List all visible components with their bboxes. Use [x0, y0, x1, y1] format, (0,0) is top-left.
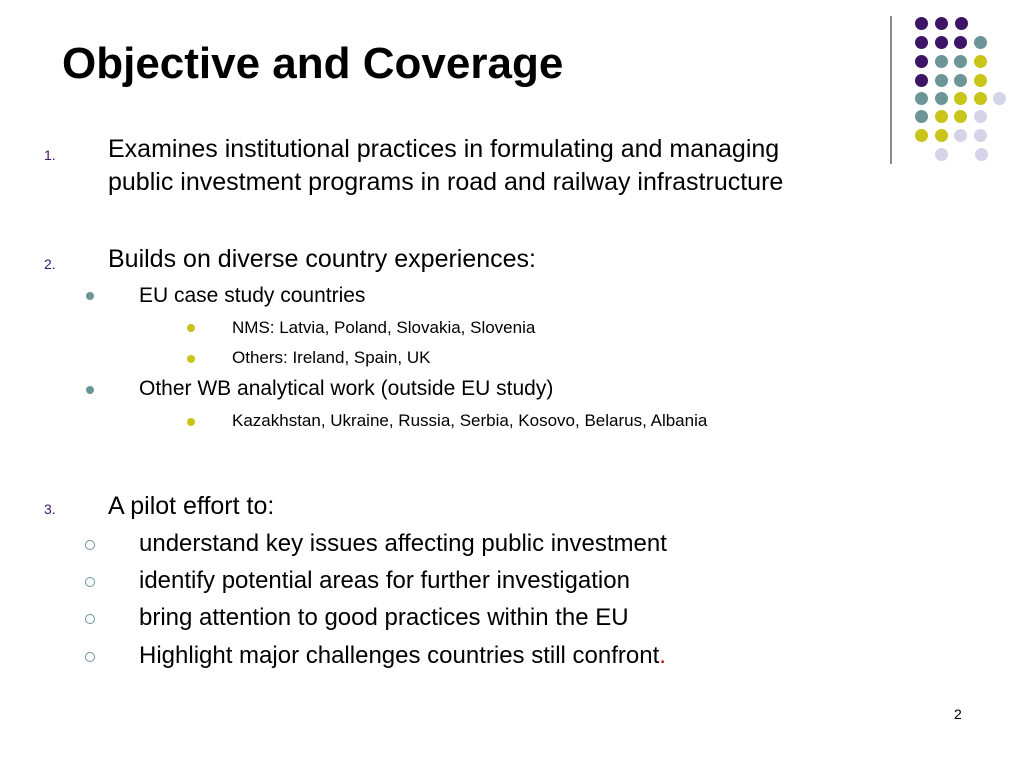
pilot-bullet-4-period: .	[659, 642, 666, 669]
pilot-bullet-4-text: Highlight major challenges countries still confront	[139, 642, 660, 669]
bullet-dot-icon	[86, 386, 94, 394]
slide-title: Objective and Coverage	[62, 39, 564, 88]
point-2-text: Builds on diverse country experiences:	[108, 245, 537, 273]
bullet-dot-icon	[187, 324, 195, 332]
point-3-text: A pilot effort to:	[108, 492, 275, 520]
point-3-number: 3.	[44, 501, 56, 517]
pilot-bullet-2: identify potential areas for further investigation	[139, 567, 630, 594]
bullet-dot-icon	[187, 418, 195, 426]
bullet-dot-icon	[187, 355, 195, 363]
wb-countries: Kazakhstan, Ukraine, Russia, Serbia, Kosovo, Belarus, Albania	[232, 411, 708, 430]
point-2-number: 2.	[44, 256, 56, 272]
bullet-dot-icon	[86, 292, 94, 300]
ring-bullet-icon	[85, 540, 95, 550]
point-1-number: 1.	[44, 147, 56, 163]
eu-case-study-label: EU case study countries	[139, 284, 366, 307]
pilot-bullet-4	[139, 642, 666, 670]
ring-bullet-icon	[85, 614, 95, 624]
pilot-bullet-3: bring attention to good practices within the EU	[139, 604, 629, 631]
other-countries: Others: Ireland, Spain, UK	[232, 348, 431, 367]
pilot-bullet-1: understand key issues affecting public investment	[139, 530, 667, 557]
point-1-line-1: Examines institutional practices in formulating and managing	[108, 135, 780, 163]
page-number: 2	[954, 706, 962, 722]
point-1-line-2: public investment programs in road and railway infrastructure	[108, 168, 784, 196]
nms-countries: NMS: Latvia, Poland, Slovakia, Slovenia	[232, 318, 536, 337]
ring-bullet-icon	[85, 577, 95, 587]
other-wb-work-label: Other WB analytical work (outside EU study)	[139, 377, 554, 400]
ring-bullet-icon	[85, 652, 95, 662]
